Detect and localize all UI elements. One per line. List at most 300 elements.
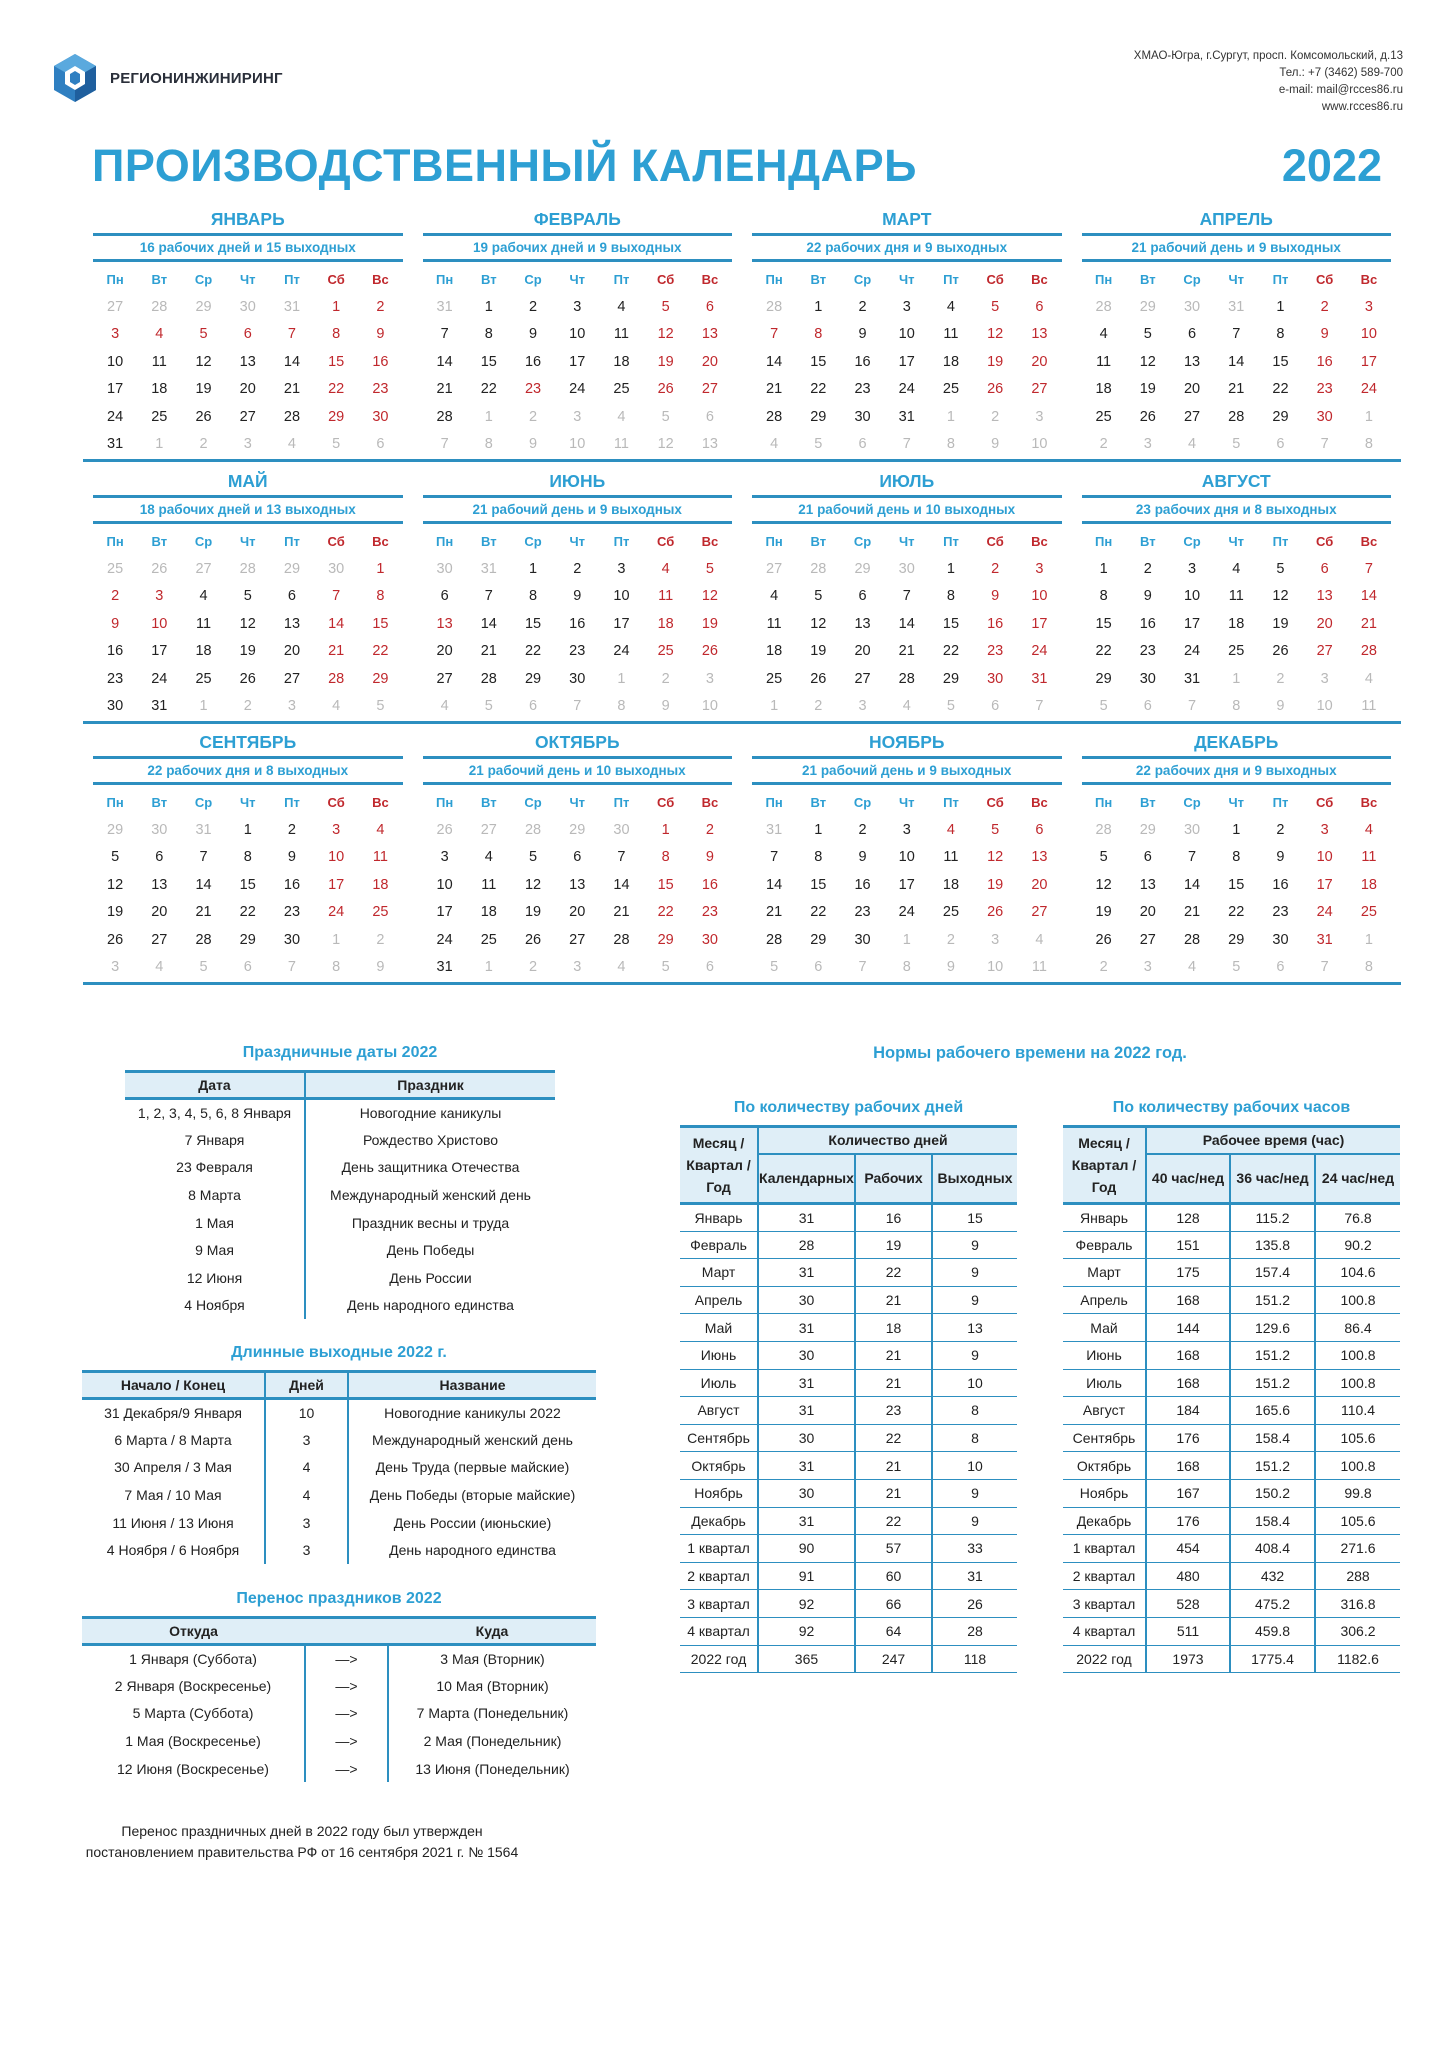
day-cell: 30 [1139,670,1156,687]
day-cell: 14 [613,876,630,893]
table-row [1063,1617,1400,1645]
day-cell: 6 [1187,326,1197,342]
table-cell: 151.2 [1230,1452,1315,1480]
day-cell: 28 [613,931,630,948]
day-cell-other-month: 6 [991,698,1000,714]
weekday-header: Вс [1360,795,1378,810]
day-cell: 26 [1139,408,1156,425]
day-cell-other-month: 3 [1143,436,1152,452]
table-row [680,1369,1017,1397]
day-cell-other-month: 10 [701,698,718,714]
day-cell: 24 [1360,381,1377,397]
table-cell: 408.4 [1230,1535,1315,1563]
month-block [742,468,1072,721]
day-cell-other-month: 29 [283,560,301,577]
weekday-header: Сб [657,795,675,810]
day-cell: 6 [1143,849,1152,865]
table-cell: 3 квартал [680,1590,758,1618]
day-cell: 16 [987,615,1004,632]
holidays-table [125,1070,555,1319]
day-cell: 7 [770,849,779,865]
table-cell: 28 [932,1617,1017,1645]
table-cell: 76.8 [1315,1204,1400,1232]
transfers-header-to: Куда [388,1618,596,1645]
month-name: АПРЕЛЬ [1199,209,1273,229]
table-cell: 7 Мая / 10 Мая [124,1487,222,1504]
table-cell: 100.8 [1315,1452,1400,1480]
day-cell: 28 [766,408,783,425]
day-cell: 28 [480,670,497,687]
weekday-header: Вт [810,795,827,810]
day-cell: 4 [155,326,164,342]
day-cell-other-month: 7 [287,959,296,975]
day-cell: 19 [107,904,124,920]
day-cell: 22 [657,904,674,920]
table-cell: 316.8 [1315,1590,1400,1618]
day-cell: 13 [151,876,168,893]
day-cell-other-month: 7 [902,436,911,452]
day-cell: 17 [328,876,345,893]
table-cell: 454 [1146,1535,1230,1563]
day-cell: 30 [569,670,586,687]
day-cell: 28 [1183,931,1201,948]
weekday-header: Чт [898,272,915,287]
day-cell: 25 [613,381,630,397]
day-cell: 8 [376,588,385,604]
table-cell: 9 [932,1231,1017,1259]
day-cell-other-month: 27 [766,560,783,577]
address: ХМАО-Югра, г.Сургут, просп. Комсомольский, д.13 [1133,50,1403,62]
table-cell: 31 [758,1452,855,1480]
table-cell: 31 [932,1562,1017,1590]
month-block [83,729,413,982]
day-cell-other-month: 7 [573,698,582,714]
day-cell: 1 [1232,821,1241,838]
weekday-header: Вт [810,534,827,549]
weekday-header: Пт [1272,795,1289,810]
table-cell: Праздник весны и труда [305,1209,555,1237]
table-cell: 158.4 [1230,1507,1315,1535]
day-cell: 13 [283,615,301,632]
day-cell: 29 [239,931,256,948]
hours-header-36: 36 час/нед [1230,1154,1315,1204]
weekday-header: Сб [657,272,675,287]
day-cell: 6 [1035,821,1044,838]
weekday-header: Чт [239,272,256,287]
day-cell: 15 [239,876,256,893]
day-cell: 8 [946,588,955,604]
month-grid [752,789,1062,982]
weekday-header: Чт [239,795,256,810]
table-cell: 100.8 [1315,1286,1400,1314]
day-cell-other-month: 31 [480,560,497,577]
weekday-header: Вт [481,272,497,287]
weekday-header: Ср [524,534,542,549]
table-cell: 31 [758,1204,855,1232]
day-cell: 29 [1095,670,1112,687]
day-cell: 1 [1276,298,1285,315]
day-cell: 25 [151,408,168,425]
day-cell: 14 [283,353,301,370]
day-cell: 11 [613,326,629,342]
weekday-header: Вт [151,534,168,549]
day-cell-other-month: 7 [858,959,867,975]
table-cell: 168 [1146,1341,1230,1369]
day-cell: 30 [1272,931,1289,948]
day-cell: 24 [1183,643,1201,659]
day-cell: 31 [898,408,915,425]
month-info: 21 рабочий день и 9 выходных [752,756,1062,785]
day-cell-other-month: 28 [151,298,168,315]
day-cell: 11 [1096,353,1112,370]
day-cell: 20 [569,904,586,920]
day-cell: 27 [1183,408,1201,425]
day-cell-other-month: 1 [484,408,493,425]
day-cell-other-month: 3 [991,931,1000,948]
day-cell: 19 [987,353,1004,370]
weekday-header: Пт [284,272,300,287]
day-cell: 2 [1143,560,1152,577]
day-cell: 4 [770,588,779,604]
day-cell-other-month: 8 [1232,698,1241,714]
table-cell: 91 [758,1562,855,1590]
day-cell: 16 [701,876,718,893]
table-cell: Февраль [680,1231,758,1259]
weekday-header: Вс [701,795,719,810]
day-cell: 12 [657,326,674,342]
day-cell: 17 [569,353,586,370]
day-cell: 22 [942,643,960,659]
table-cell: 3 [265,1509,348,1537]
table-row [680,1535,1017,1563]
table-cell: 128 [1146,1204,1230,1232]
day-cell: 27 [436,670,453,687]
weekday-header: Вт [810,272,827,287]
day-cell: 14 [766,353,783,370]
day-cell: 23 [987,643,1004,659]
norms-title: Нормы рабочего времени на 2022 год. [873,1044,1187,1062]
table-cell: 64 [855,1617,932,1645]
day-cell: 16 [1272,876,1289,893]
day-cell: 18 [372,876,389,893]
table-cell: 480 [1146,1562,1230,1590]
table-cell: 1 Января (Суббота) [129,1651,257,1668]
day-cell: 20 [1031,876,1048,893]
day-cell: 17 [613,615,630,632]
day-cell: 8 [1099,588,1108,604]
weekday-header: Пт [284,534,300,549]
day-cell: 22 [524,643,542,659]
day-cell-other-month: 5 [1232,436,1241,452]
day-cell-other-month: 4 [332,698,341,714]
weekday-header: Вс [1360,272,1378,287]
day-cell: 6 [440,588,449,604]
weekday-header: Вт [151,272,168,287]
weekday-header: Ср [1183,534,1201,549]
day-cell: 10 [1360,326,1377,342]
day-cell-other-month: 3 [705,670,714,687]
day-cell: 27 [1316,643,1333,659]
day-cell-other-month: 2 [661,670,670,687]
day-cell-other-month: 30 [436,560,453,577]
day-cell: 28 [328,670,345,687]
table-cell: 157.4 [1230,1259,1315,1287]
day-cell: 3 [902,298,911,315]
weekday-header: Пн [765,272,783,287]
weekday-header: Вс [1031,795,1048,810]
weekday-header: Вс [372,795,389,810]
table-row [680,1231,1017,1259]
table-cell: 9 [932,1259,1017,1287]
day-cell-other-month: 2 [528,959,538,975]
table-cell: 10 [265,1399,348,1427]
day-cell: 2 [991,560,1000,577]
table-row [125,1126,555,1154]
weekday-header: Сб [986,795,1004,810]
day-cell: 29 [1228,931,1245,948]
day-cell-other-month: 1 [902,931,911,948]
day-cell: 22 [480,381,497,397]
table-cell: 247 [855,1645,932,1673]
day-cell-other-month: 7 [1035,698,1044,714]
table-cell: —> [305,1672,388,1700]
table-row [125,1099,555,1127]
day-cell: 16 [107,643,124,659]
month-grid [93,789,403,982]
day-cell: 10 [569,326,586,342]
table-cell: Новогодние каникулы 2022 [348,1399,596,1427]
table-cell: День Победы [305,1236,555,1264]
table-cell: 151.2 [1230,1341,1315,1369]
day-cell: 17 [1183,615,1201,632]
table-cell: 4 [265,1454,348,1482]
day-cell: 3 [617,560,626,577]
day-cell-other-month: 29 [1139,821,1156,838]
day-cell: 19 [1272,615,1289,632]
day-cell: 2 [376,298,385,315]
day-cell-other-month: 2 [1099,959,1108,975]
table-cell: Октябрь [1063,1452,1146,1480]
day-cell-other-month: 10 [987,959,1004,975]
day-cell: 15 [942,615,960,632]
table-cell: Июнь [680,1341,758,1369]
day-cell-other-month: 3 [111,959,120,975]
table-cell: Январь [1063,1204,1146,1232]
table-cell: 7 Марта (Понедельник) [388,1700,596,1728]
day-cell: 25 [1095,408,1112,425]
day-cell: 24 [1316,904,1333,920]
day-cell: 12 [524,876,542,893]
table-cell: 176 [1146,1507,1230,1535]
day-cell: 8 [1276,326,1285,342]
day-cell: 17 [151,643,168,659]
day-cell: 25 [766,670,783,687]
hours-header-group: Рабочее время (час) [1146,1127,1400,1154]
day-cell-other-month: 6 [243,959,252,975]
day-cell: 23 [854,381,871,397]
table-row [680,1341,1017,1369]
table-cell: 184 [1146,1397,1230,1425]
day-cell: 4 [199,588,208,604]
day-cell: 19 [195,381,212,397]
day-cell: 5 [1099,849,1108,865]
day-cell-other-month: 8 [617,698,626,714]
day-cell: 7 [199,849,208,865]
day-cell: 1 [332,298,341,315]
day-cell: 26 [987,904,1004,920]
weekday-header: Вс [372,534,389,549]
table-cell: 57 [855,1535,932,1563]
day-cell-other-month: 5 [770,959,779,975]
table-cell: Август [1063,1397,1146,1425]
table-cell: 12 Июня [186,1269,243,1286]
day-cell: 10 [328,849,345,865]
day-cell: 12 [195,353,212,370]
day-cell: 29 [810,408,827,425]
day-cell: 26 [1095,931,1112,948]
table-cell: 1, 2, 3, 4, 5, 6, 8 Января [137,1105,292,1122]
table-cell: 2 квартал [680,1562,758,1590]
day-cell: 29 [942,670,960,687]
table-cell: 4 Ноября [184,1297,245,1314]
table-cell: Международный женский день [305,1181,555,1209]
day-cell: 10 [436,876,453,893]
day-cell-other-month: 1 [946,408,955,425]
table-cell: Март [680,1259,758,1287]
day-cell: 10 [898,326,915,342]
table-cell: 1 Мая (Воскресенье) [125,1733,261,1750]
day-cell: 8 [243,849,252,865]
day-cell: 13 [1139,876,1156,893]
table-cell: 6 Марта / 8 Марта [114,1431,232,1448]
weekday-header: Сб [986,534,1004,549]
day-cell-other-month: 27 [195,560,212,577]
table-row [82,1426,596,1454]
day-cell-other-month: 31 [1228,298,1245,315]
day-cell: 6 [243,326,252,342]
day-cell: 21 [766,904,783,920]
table-cell: 23 [855,1397,932,1425]
table-cell: Декабрь [680,1507,758,1535]
day-cell: 31 [107,436,124,452]
weekday-header: Чт [1228,795,1244,810]
day-cell: 22 [1228,904,1245,920]
lw-header-days: Дней [265,1372,348,1399]
table-cell: 13 [932,1314,1017,1342]
day-cell: 30 [1316,408,1333,425]
table-cell: 7 Января [184,1131,245,1148]
holidays-title: Праздничные даты 2022 [242,1044,438,1061]
day-cell: 26 [987,381,1004,397]
day-cell-other-month: 5 [484,698,493,714]
day-cell-other-month: 5 [661,959,670,975]
weekday-header: Ср [524,272,542,287]
day-cell: 18 [480,904,497,920]
long-weekends-title: Длинные выходные 2022 г. [231,1344,447,1361]
table-cell: Ноябрь [1063,1479,1146,1507]
month-info: 21 рабочий день и 9 выходных [423,495,733,524]
footnote [82,1821,522,1863]
day-cell: 3 [902,821,911,838]
day-cell: 29 [524,670,542,687]
day-cell: 27 [1031,904,1048,920]
lw-header-period: Начало / Конец [82,1372,265,1399]
day-cell: 6 [1320,560,1329,577]
table-cell: 2 Мая (Понедельник) [388,1727,596,1755]
day-cell-other-month: 10 [569,436,586,452]
weekday-header: Сб [327,272,345,287]
day-cell-other-month: 8 [902,959,911,975]
table-cell: 21 [855,1479,932,1507]
day-cell: 23 [524,381,542,397]
weekday-header: Вс [1031,272,1048,287]
day-cell: 7 [1232,326,1241,342]
day-cell: 26 [701,643,718,659]
day-cell: 1 [946,560,955,577]
weekday-header: Пт [1272,272,1289,287]
day-cell: 4 [484,849,493,865]
weekday-header: Пт [943,534,959,549]
day-cell: 22 [1095,643,1112,659]
day-cell: 4 [946,821,955,838]
footnote-line-2: постановлением правительства РФ от 16 сентября 2021 г. № 1564 [85,1844,519,1860]
table-cell: 168 [1146,1452,1230,1480]
day-cell: 21 [195,904,212,920]
table-row [1063,1645,1400,1673]
day-cell: 19 [239,643,256,659]
table-cell: 432 [1230,1562,1315,1590]
table-row [82,1727,596,1755]
table-cell: 105.6 [1315,1424,1400,1452]
month-name: ЯНВАРЬ [210,209,285,229]
day-cell: 17 [436,904,453,920]
table-cell: 2 Января (Воскресенье) [114,1677,272,1694]
table-row [125,1209,555,1237]
table-row [680,1562,1017,1590]
day-cell-other-month: 13 [701,436,718,452]
table-row [125,1236,555,1264]
table-row [680,1424,1017,1452]
day-cell-other-month: 8 [332,959,341,975]
day-cell-other-month: 29 [569,821,586,838]
day-cell: 21 [1228,381,1245,397]
table-cell: 30 Апреля / 3 Мая [114,1459,232,1476]
day-cell: 12 [1272,588,1289,604]
table-cell: 365 [758,1645,855,1673]
day-cell-other-month: 6 [705,408,714,425]
day-cell: 5 [991,821,1000,838]
month-name: АВГУСТ [1201,471,1271,491]
table-row [82,1509,596,1537]
month-grid [423,789,733,982]
table-cell: Рождество Христово [305,1126,555,1154]
days-table [680,1125,1017,1673]
table-cell: 22 [855,1424,932,1452]
table-cell: 22 [855,1507,932,1535]
table-cell: 26 [932,1590,1017,1618]
day-cell: 28 [1228,408,1245,425]
days-header-weekend: Выходных [932,1154,1017,1204]
day-cell-other-month: 5 [332,436,341,452]
month-grid [93,266,403,459]
day-cell: 18 [766,643,783,659]
day-cell: 9 [991,588,1000,604]
day-cell-other-month: 30 [1183,821,1201,838]
month-block [413,206,743,459]
weekday-header: Сб [657,534,675,549]
day-cell: 4 [376,821,385,838]
day-cell: 23 [701,904,718,920]
